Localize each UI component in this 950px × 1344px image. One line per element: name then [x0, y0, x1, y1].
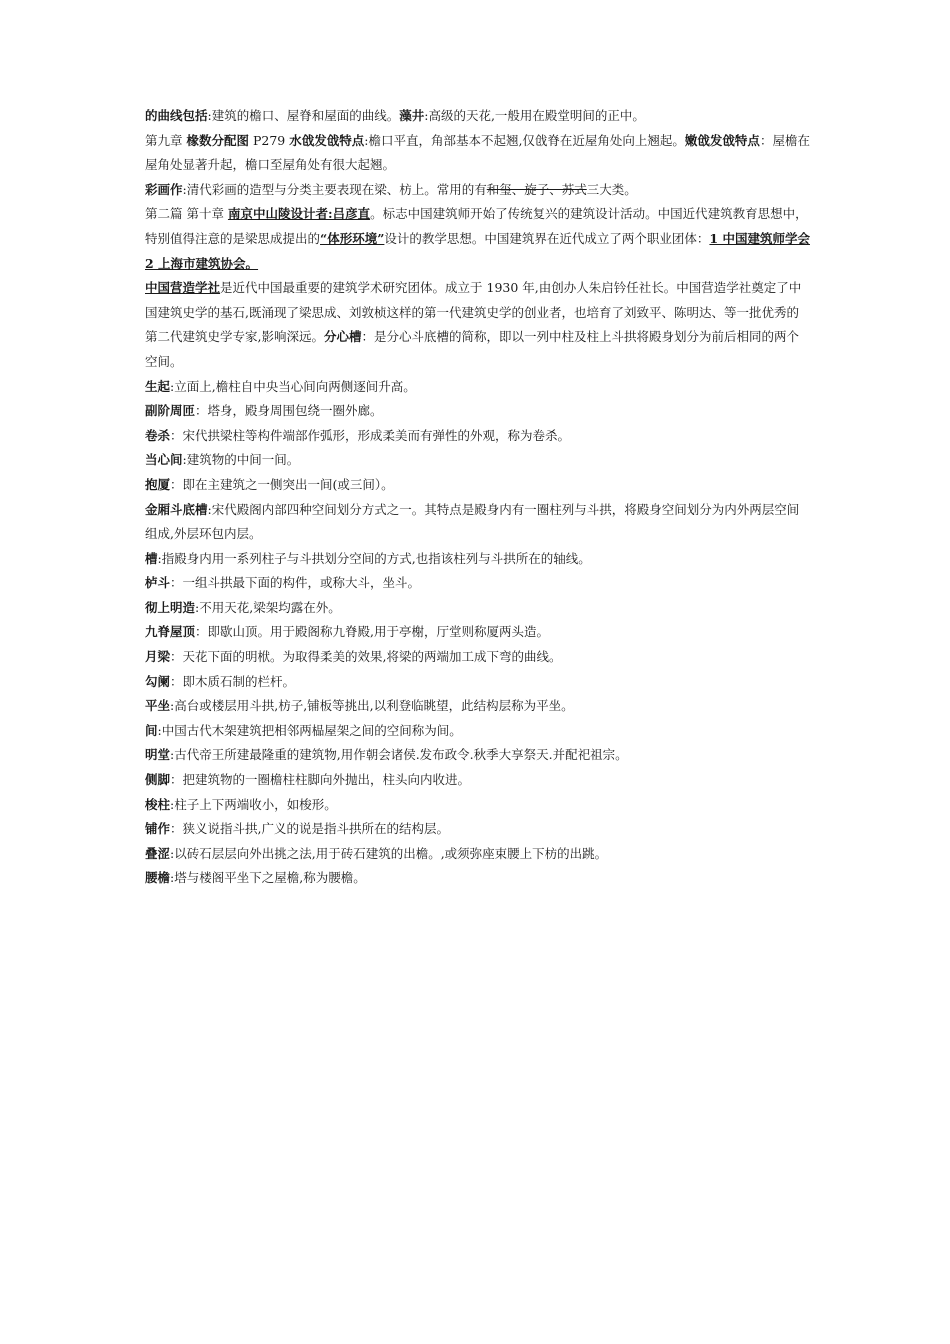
def-text: 。标志中国建筑师开始了传统复兴的建筑设计活动。中国近代建筑教育思想中，特别值得注意的是梁思成提出的 — [145, 206, 808, 246]
paragraph-chapter-10 — [145, 202, 810, 276]
term-label: 侧脚 — [145, 772, 171, 788]
chapter-label: 第九章 — [145, 132, 187, 148]
term-definition: :高台或楼层用斗拱,枋子,铺板等挑出,以利登临眺望，此结构层称为平坐。 — [170, 698, 574, 714]
term-shuiqiang: 水戗发戗特点 — [289, 132, 365, 148]
term-label: 叠涩 — [145, 845, 171, 861]
term-entry — [145, 473, 810, 498]
term-entry — [145, 670, 810, 695]
term-label: 栌斗 — [145, 575, 171, 591]
term-definition: :指殿身内用一系列柱子与斗拱划分空间的方式,也指该柱列与斗拱所在的轴线。 — [157, 550, 591, 566]
def-text: ：是分心斗底槽的简称，即以一列中柱及柱上斗拱将殿身划分为前后相同的两个空间。 — [145, 329, 800, 369]
term-sun-yatsen-mausoleum: 南京中山陵设计者:吕彦直 — [227, 206, 371, 222]
term-entry — [145, 768, 810, 793]
term-curves: 的曲线包括 — [145, 108, 208, 123]
term-definition: ：即在主建筑之一侧突出一间(或三间）。 — [170, 476, 394, 492]
paragraph-chapter-9 — [145, 129, 810, 178]
term-definition: ：狭义说指斗拱,广义的说是指斗拱所在的结构层。 — [170, 821, 449, 837]
term-entry — [145, 571, 810, 596]
term-entry — [145, 743, 810, 768]
def-text: ：屋檐在屋角处显著升起，檐口至屋角处有很大起翘。 — [145, 132, 810, 173]
term-fenxincao: 分心槽 — [323, 329, 362, 345]
struck-text: 和玺、旋子、苏式 — [486, 181, 587, 197]
paragraph-yingzao-xueshe — [145, 276, 810, 374]
term-entry — [145, 498, 810, 547]
term-definition: ：即歇山顶。用于殿阁称九脊殿,用于亭榭，厅堂则称厦两头造。 — [195, 624, 549, 640]
term-label: 彻上明造 — [145, 599, 196, 615]
def-text: :高级的天花,一般用在殿堂明间的正中。 — [424, 108, 645, 123]
term-definition: :立面上,檐柱自中央当心间向两侧逐间升高。 — [170, 378, 416, 394]
term-definition: :柱子上下两端收小，如梭形。 — [170, 796, 337, 812]
term-label: 副阶周匝 — [145, 403, 196, 419]
def-text: :清代彩画的造型与分类主要表现在梁、枋上。常用的有 — [182, 181, 487, 197]
term-label: 勾阑 — [145, 673, 171, 689]
def-text: 设计的教学思想。中国建筑界在近代成立了两个职业团体： — [384, 230, 710, 246]
term-nenqiang: 嫩戗发戗特点 — [684, 132, 760, 148]
term-entry — [145, 399, 810, 424]
term-label: 生起 — [145, 378, 171, 394]
term-professional-groups: 1 中国建筑师学会 2 上海市建筑协会。 — [145, 230, 810, 271]
term-definition: ：宋代拱梁柱等构件端部作弧形，形成柔美而有弹性的外观，称为卷杀。 — [170, 427, 571, 443]
term-yingzao-xueshe: 中国营造学社 — [145, 280, 221, 296]
term-label: 卷杀 — [145, 427, 171, 443]
term-label: 间 — [145, 722, 158, 738]
term-definition: :宋代殿阁内部四种空间划分方式之一。其特点是殿身内有一圈柱列与斗拱，将殿身空间划分为内外两层空间组成,外层环包内层。 — [145, 501, 800, 542]
term-rafter-diagram: 椽数分配图 — [186, 132, 249, 148]
term-entry — [145, 547, 810, 572]
term-label: 腰檐 — [145, 870, 171, 886]
term-entry — [145, 694, 810, 719]
term-definition: :不用天花,梁架均露在外。 — [195, 599, 341, 615]
term-entry — [145, 596, 810, 621]
term-label: 铺作 — [145, 821, 171, 837]
term-definition: ：一组斗拱最下面的构件，或称大斗，坐斗。 — [170, 575, 421, 591]
def-text: :檐口平直，角部基本不起翘,仅戗脊在近屋角处向上翘起。 — [364, 132, 685, 148]
term-label: 当心间 — [145, 452, 183, 468]
term-definition: :以砖石层层向外出挑之法,用于砖石建筑的出檐。,或须弥座束腰上下枋的出跳。 — [170, 845, 608, 861]
term-label: 抱厦 — [145, 476, 171, 492]
term-list — [145, 375, 810, 891]
term-entry — [145, 817, 810, 842]
term-entry — [145, 448, 810, 473]
term-definition: :古代帝王所建最隆重的建筑物,用作朝会诸侯.发布政令.秋季大享祭天.并配祀祖宗。 — [170, 747, 628, 763]
term-label: 金厢斗底槽 — [145, 501, 208, 517]
term-definition: ：天花下面的明栿。为取得柔美的效果,将梁的两端加工成下弯的曲线。 — [170, 649, 562, 665]
term-definition: ：把建筑物的一圈檐柱柱脚向外抛出，柱头向内收进。 — [170, 772, 471, 788]
term-entry — [145, 424, 810, 449]
term-label: 明堂 — [145, 747, 171, 763]
term-definition: :塔与楼阁平坐下之屋檐,称为腰檐。 — [170, 870, 366, 886]
def-text: :建筑的檐口、屋脊和屋面的曲线。 — [207, 108, 400, 123]
def-text: 三大类。 — [586, 181, 637, 197]
document-body — [145, 104, 810, 891]
term-entry — [145, 793, 810, 818]
term-label: 月梁 — [145, 649, 171, 665]
page-ref: P279 — [249, 132, 290, 148]
term-entry — [145, 375, 810, 400]
term-entry — [145, 842, 810, 867]
term-definition: :中国古代木架建筑把相邻两榀屋架之间的空间称为间。 — [157, 722, 462, 738]
term-caihua: 彩画作 — [145, 181, 183, 197]
term-label: 梭柱 — [145, 796, 171, 812]
chapter-label: 第二篇 第十章 — [145, 206, 228, 222]
def-text: 是近代中国最重要的建筑学术研究团体。成立于 1930 年,由创办人朱启钤任社长。中国营造学社奠定了中国建筑史学的基石,既涌现了梁思成、刘敦桢这样的第一代建筑史学的创业者，也培育了刘致平、陈明达、等一批优秀的第二代建筑史学专家,影响深远。 — [145, 280, 802, 345]
term-label: 九脊屋顶 — [145, 624, 196, 640]
term-entry — [145, 719, 810, 744]
term-entry — [145, 620, 810, 645]
term-zaojing: 藻井 — [399, 108, 425, 123]
term-entry — [145, 645, 810, 670]
term-tixing-huanjing: “体形环境” — [320, 230, 385, 246]
term-definition: ：即木质石制的栏杆。 — [170, 673, 296, 689]
paragraph-caihua — [145, 178, 810, 203]
paragraph-curves — [145, 104, 810, 129]
term-entry — [145, 866, 810, 891]
term-label: 平坐 — [145, 698, 171, 714]
term-label: 槽 — [145, 550, 158, 566]
term-definition: :建筑物的中间一间。 — [182, 452, 300, 468]
term-definition: ：塔身，殿身周围包绕一圈外廊。 — [195, 403, 383, 419]
